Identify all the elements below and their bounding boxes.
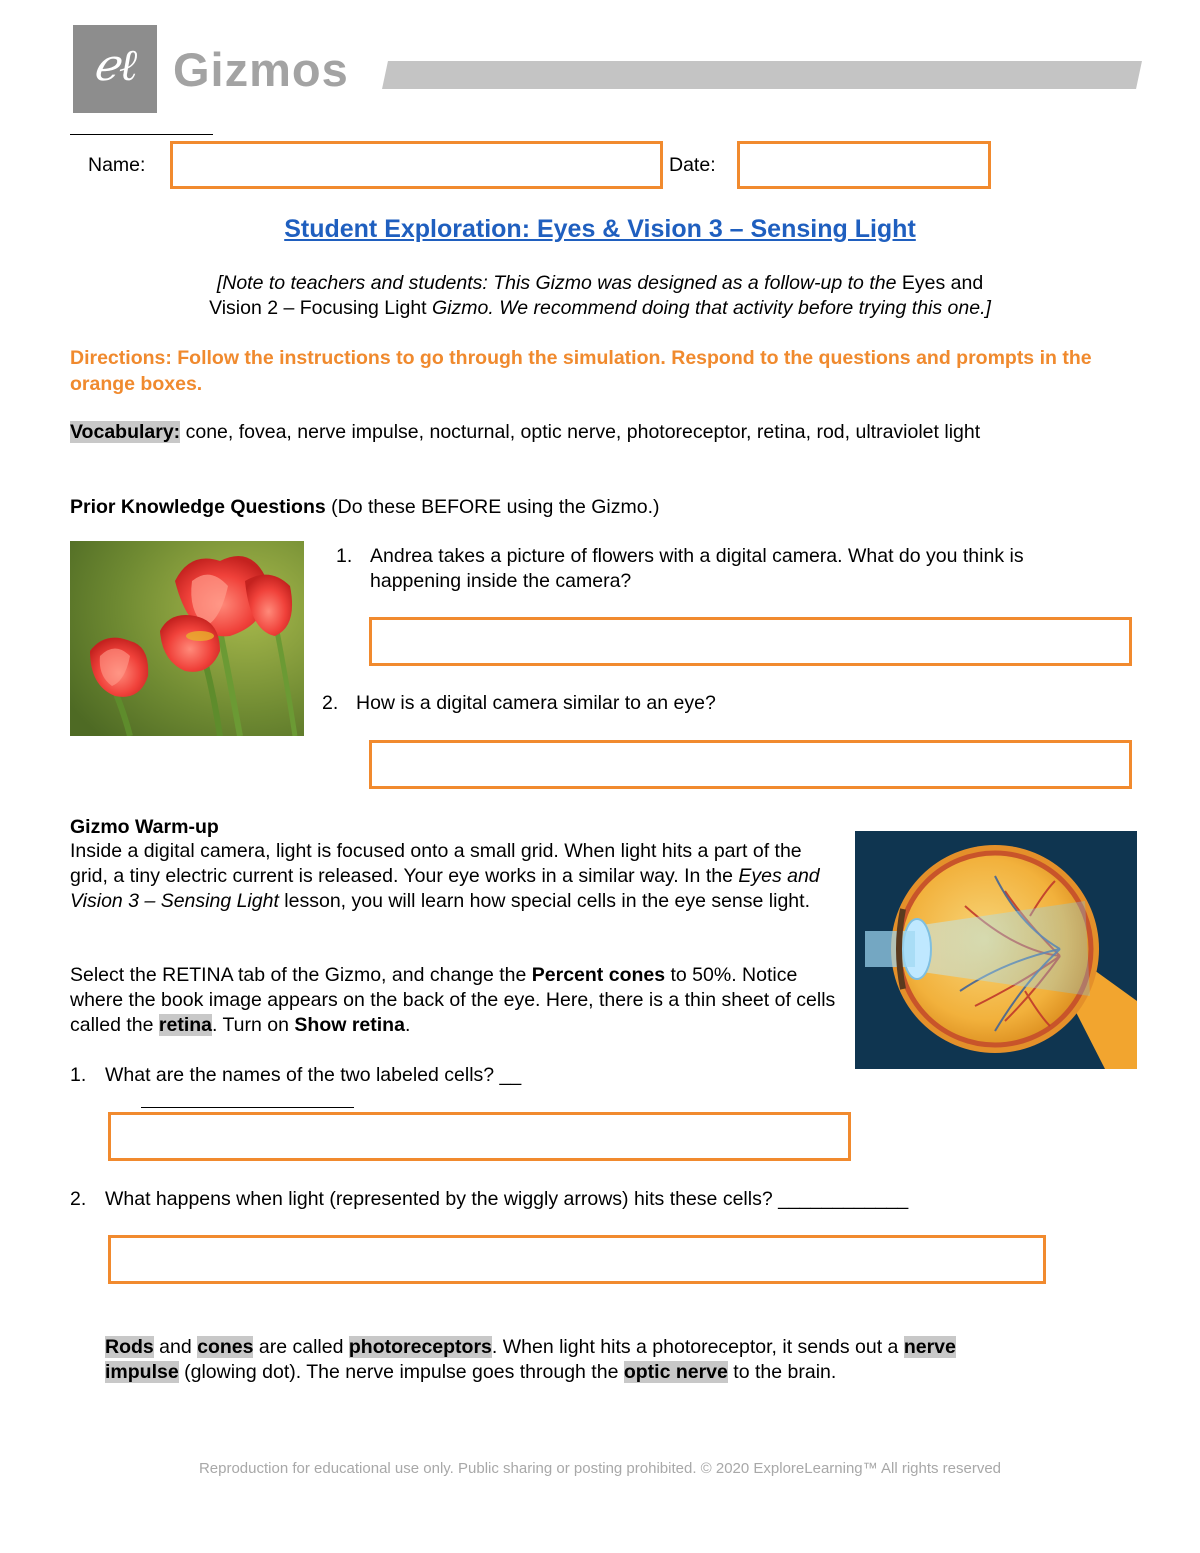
prior-q2-text: How is a digital camera similar to an eye? (356, 692, 716, 714)
prior-heading: Prior Knowledge Questions (70, 496, 326, 518)
warmup-q1-underline (141, 1107, 354, 1108)
closing-t2: . When light hits a photoreceptor, it sends out a (491, 1336, 904, 1358)
warmup-q2-answer-box[interactable] (108, 1235, 1046, 1284)
note-text-3: Vision 2 – Focusing Light (209, 297, 427, 319)
closing-t1: are called (253, 1336, 349, 1358)
top-rule (70, 134, 213, 135)
warmup-p2-b: to 50%. Notice where the book image appears on the back of the eye. Here, there is a thin sheet of cells called the (70, 964, 836, 1036)
warmup-q1-answer-box[interactable] (108, 1112, 851, 1161)
prior-q1-number: 1. (336, 545, 353, 567)
warmup-p2-retina: retina (158, 1014, 213, 1036)
note-text-5: . We recommend doing that activity before trying this one.] (488, 297, 991, 319)
prior-knowledge-heading (70, 495, 660, 520)
warmup-p1-italic: Eyes and Vision 3 – Sensing Light (70, 865, 820, 912)
warmup-heading-text: Gizmo Warm-up (70, 816, 219, 838)
warmup-p1-a: Inside a digital camera, light is focused onto a small grid. When light hits a part of the grid, a tiny electric current is released. Your eye works in a similar way. In the (70, 840, 802, 887)
name-label: Name: (88, 154, 146, 176)
term-cones: cones (197, 1336, 254, 1358)
photoreceptor-paragraph (105, 1335, 1065, 1385)
logo-wordmark: Gizmos (173, 43, 349, 96)
closing-and: and (153, 1336, 198, 1358)
note-text-1: [Note to teachers and students: This Gizmo was designed as a follow-up to the (216, 272, 902, 294)
warmup-p2-d: . (404, 1014, 411, 1036)
tulips-image (70, 541, 304, 736)
warmup-p2-a: Select the RETINA tab of the Gizmo, and change the (70, 964, 532, 986)
date-label: Date: (669, 154, 716, 176)
closing-t3: (glowing dot). The nerve impulse goes through the (178, 1361, 624, 1383)
term-photoreceptors: photoreceptors (348, 1336, 492, 1358)
header-bar (382, 61, 1142, 89)
prior-heading-note: (Do these BEFORE using the Gizmo.) (325, 496, 660, 518)
warmup-p2-show-retina: Show retina (294, 1014, 405, 1036)
vocabulary-label: Vocabulary: (70, 421, 181, 443)
closing-t4: to the brain. (727, 1361, 837, 1383)
term-rods: Rods (105, 1336, 154, 1358)
term-optic-nerve: optic nerve (623, 1361, 728, 1383)
prior-q2-answer-box[interactable] (369, 740, 1132, 789)
warmup-q2-text: What happens when light (represented by the wiggly arrows) hits these cells? ____________ (105, 1188, 909, 1210)
warmup-heading (70, 815, 219, 840)
page-title: Student Exploration: Eyes & Vision 3 – Sensing Light (284, 215, 916, 243)
prior-q1-text: Andrea takes a picture of flowers with a digital camera. What do you think is happening inside the camera? (370, 545, 1024, 592)
eye-diagram-image (855, 831, 1137, 1069)
date-field[interactable] (737, 141, 991, 189)
warmup-p1-b: lesson, you will learn how special cells in the eye sense light. (278, 890, 810, 912)
warmup-q1-number: 1. (70, 1064, 87, 1086)
prior-q2-number: 2. (322, 692, 339, 714)
prior-q1-answer-box[interactable] (369, 617, 1132, 666)
vocabulary (70, 420, 1150, 445)
teacher-note (100, 271, 1100, 321)
logo-icon: ℯℓ (92, 40, 138, 91)
warmup-p2-percent-cones: Percent cones (531, 964, 666, 986)
note-text-2: Eyes and (901, 272, 984, 294)
term-nerve: nerve (903, 1336, 956, 1358)
directions: Directions: Follow the instructions to go through the simulation. Respond to the questions and prompts in the orange boxes. (70, 347, 1092, 395)
name-field[interactable] (170, 141, 663, 189)
vocabulary-terms: cone, fovea, nerve impulse, nocturnal, optic nerve, photoreceptor, retina, rod, ultraviolet light (180, 421, 981, 443)
warmup-p2-c: . Turn on (212, 1014, 295, 1036)
warmup-q2-number: 2. (70, 1188, 87, 1210)
footer-copyright: Reproduction for educational use only. Public sharing or posting prohibited. © 2020 ExploreLearning™ All rights reserved (198, 1460, 1002, 1477)
warmup-paragraph-2 (70, 963, 840, 1038)
warmup-q1-text: What are the names of the two labeled cells? __ (105, 1064, 522, 1086)
term-impulse: impulse (105, 1361, 179, 1383)
warmup-paragraph-1 (70, 839, 840, 914)
note-text-4: Gizmo (426, 297, 489, 319)
